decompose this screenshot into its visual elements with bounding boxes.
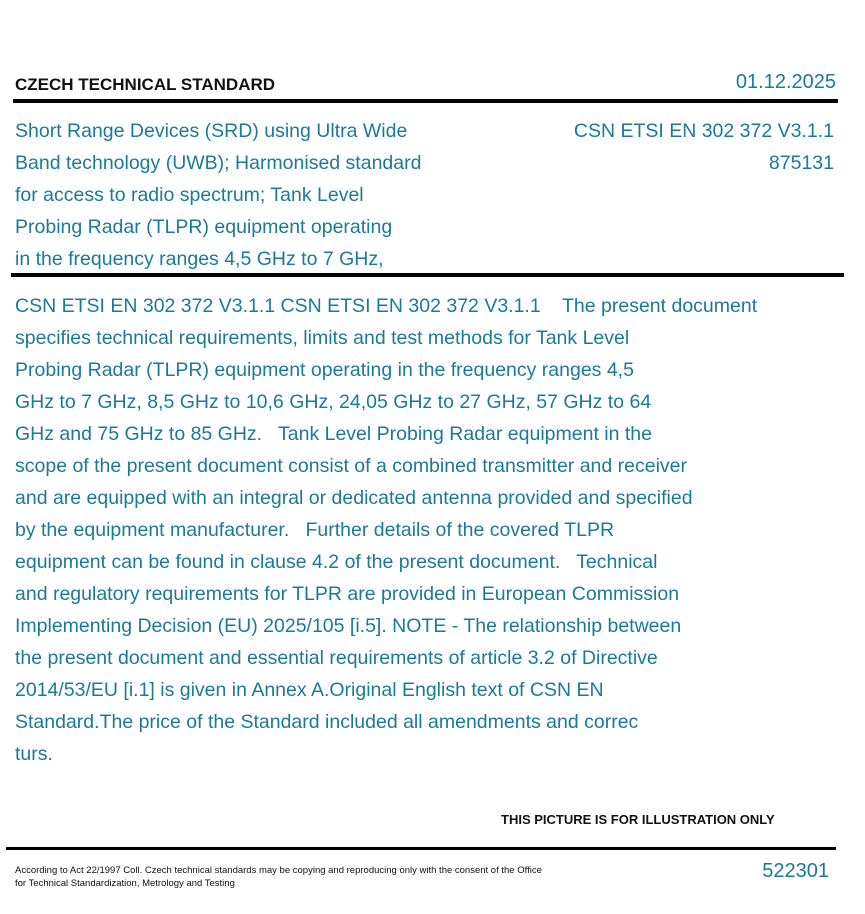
abstract-line: Implementing Decision (EU) 2025/105 [i.5]. NOTE - The relationship between xyxy=(15,615,682,637)
document-type-heading: CZECH TECHNICAL STANDARD xyxy=(15,75,276,94)
abstract-line: equipment can be found in clause 4.2 of the present document. Technical xyxy=(15,551,658,573)
title-line: Probing Radar (TLPR) equipment operating xyxy=(15,216,393,238)
catalog-id: 522301 xyxy=(762,860,829,882)
abstract-line: by the equipment manufacturer. Further details of the covered TLPR xyxy=(15,519,615,541)
abstract-line: the present document and essential requirements of article 3.2 of Directive xyxy=(15,647,658,669)
abstract-line: and regulatory requirements for TLPR are provided in European Commission xyxy=(15,583,680,605)
title-line: Band technology (UWB); Harmonised standard xyxy=(15,152,422,174)
standard-title xyxy=(15,115,485,275)
abstract-line: 2014/53/EU [i.1] is given in Annex A.Original English text of CSN EN xyxy=(15,679,604,701)
abstract-line: turs. xyxy=(15,743,53,765)
publication-date: 01.12.2025 xyxy=(735,71,836,93)
title-line: Short Range Devices (SRD) using Ultra Wide xyxy=(15,120,408,142)
abstract-line: GHz and 75 GHz to 85 GHz. Tank Level Probing Radar equipment in the xyxy=(15,423,652,445)
abstract-line: Probing Radar (TLPR) equipment operating in the frequency ranges 4,5 xyxy=(15,359,634,381)
legal-line: According to Act 22/1997 Coll. Czech technical standards may be copying and reproducing only with the consent of the Office xyxy=(15,865,542,876)
standard-identifiers xyxy=(574,115,834,179)
standard-code: CSN ETSI EN 302 372 V3.1.1 xyxy=(573,120,834,142)
title-line: for access to radio spectrum; Tank Level xyxy=(15,184,364,206)
legal-notice xyxy=(15,864,585,890)
abstract-line: scope of the present document consist of a combined transmitter and receiver xyxy=(15,455,688,477)
abstract-line: CSN ETSI EN 302 372 V3.1.1 CSN ETSI EN 302 372 V3.1.1 The present document xyxy=(15,295,758,317)
legal-line: for Technical Standardization, Metrology and Testing xyxy=(15,878,235,889)
header-divider xyxy=(13,99,838,103)
standard-number: 875131 xyxy=(768,152,834,174)
abstract-line: specifies technical requirements, limits and test methods for Tank Level xyxy=(15,327,630,349)
abstract-line: and are equipped with an integral or dedicated antenna provided and specified xyxy=(15,487,693,509)
abstract-line: Standard.The price of the Standard included all amendments and correc xyxy=(15,711,639,733)
title-line: in the frequency ranges 4,5 GHz to 7 GHz, xyxy=(15,248,384,270)
abstract-text xyxy=(15,290,845,770)
footer-divider xyxy=(6,847,836,850)
title-divider xyxy=(11,273,844,277)
abstract-line: GHz to 7 GHz, 8,5 GHz to 10,6 GHz, 24,05 GHz to 27 GHz, 57 GHz to 64 xyxy=(15,391,652,413)
illustration-disclaimer: THIS PICTURE IS FOR ILLUSTRATION ONLY xyxy=(501,812,775,827)
